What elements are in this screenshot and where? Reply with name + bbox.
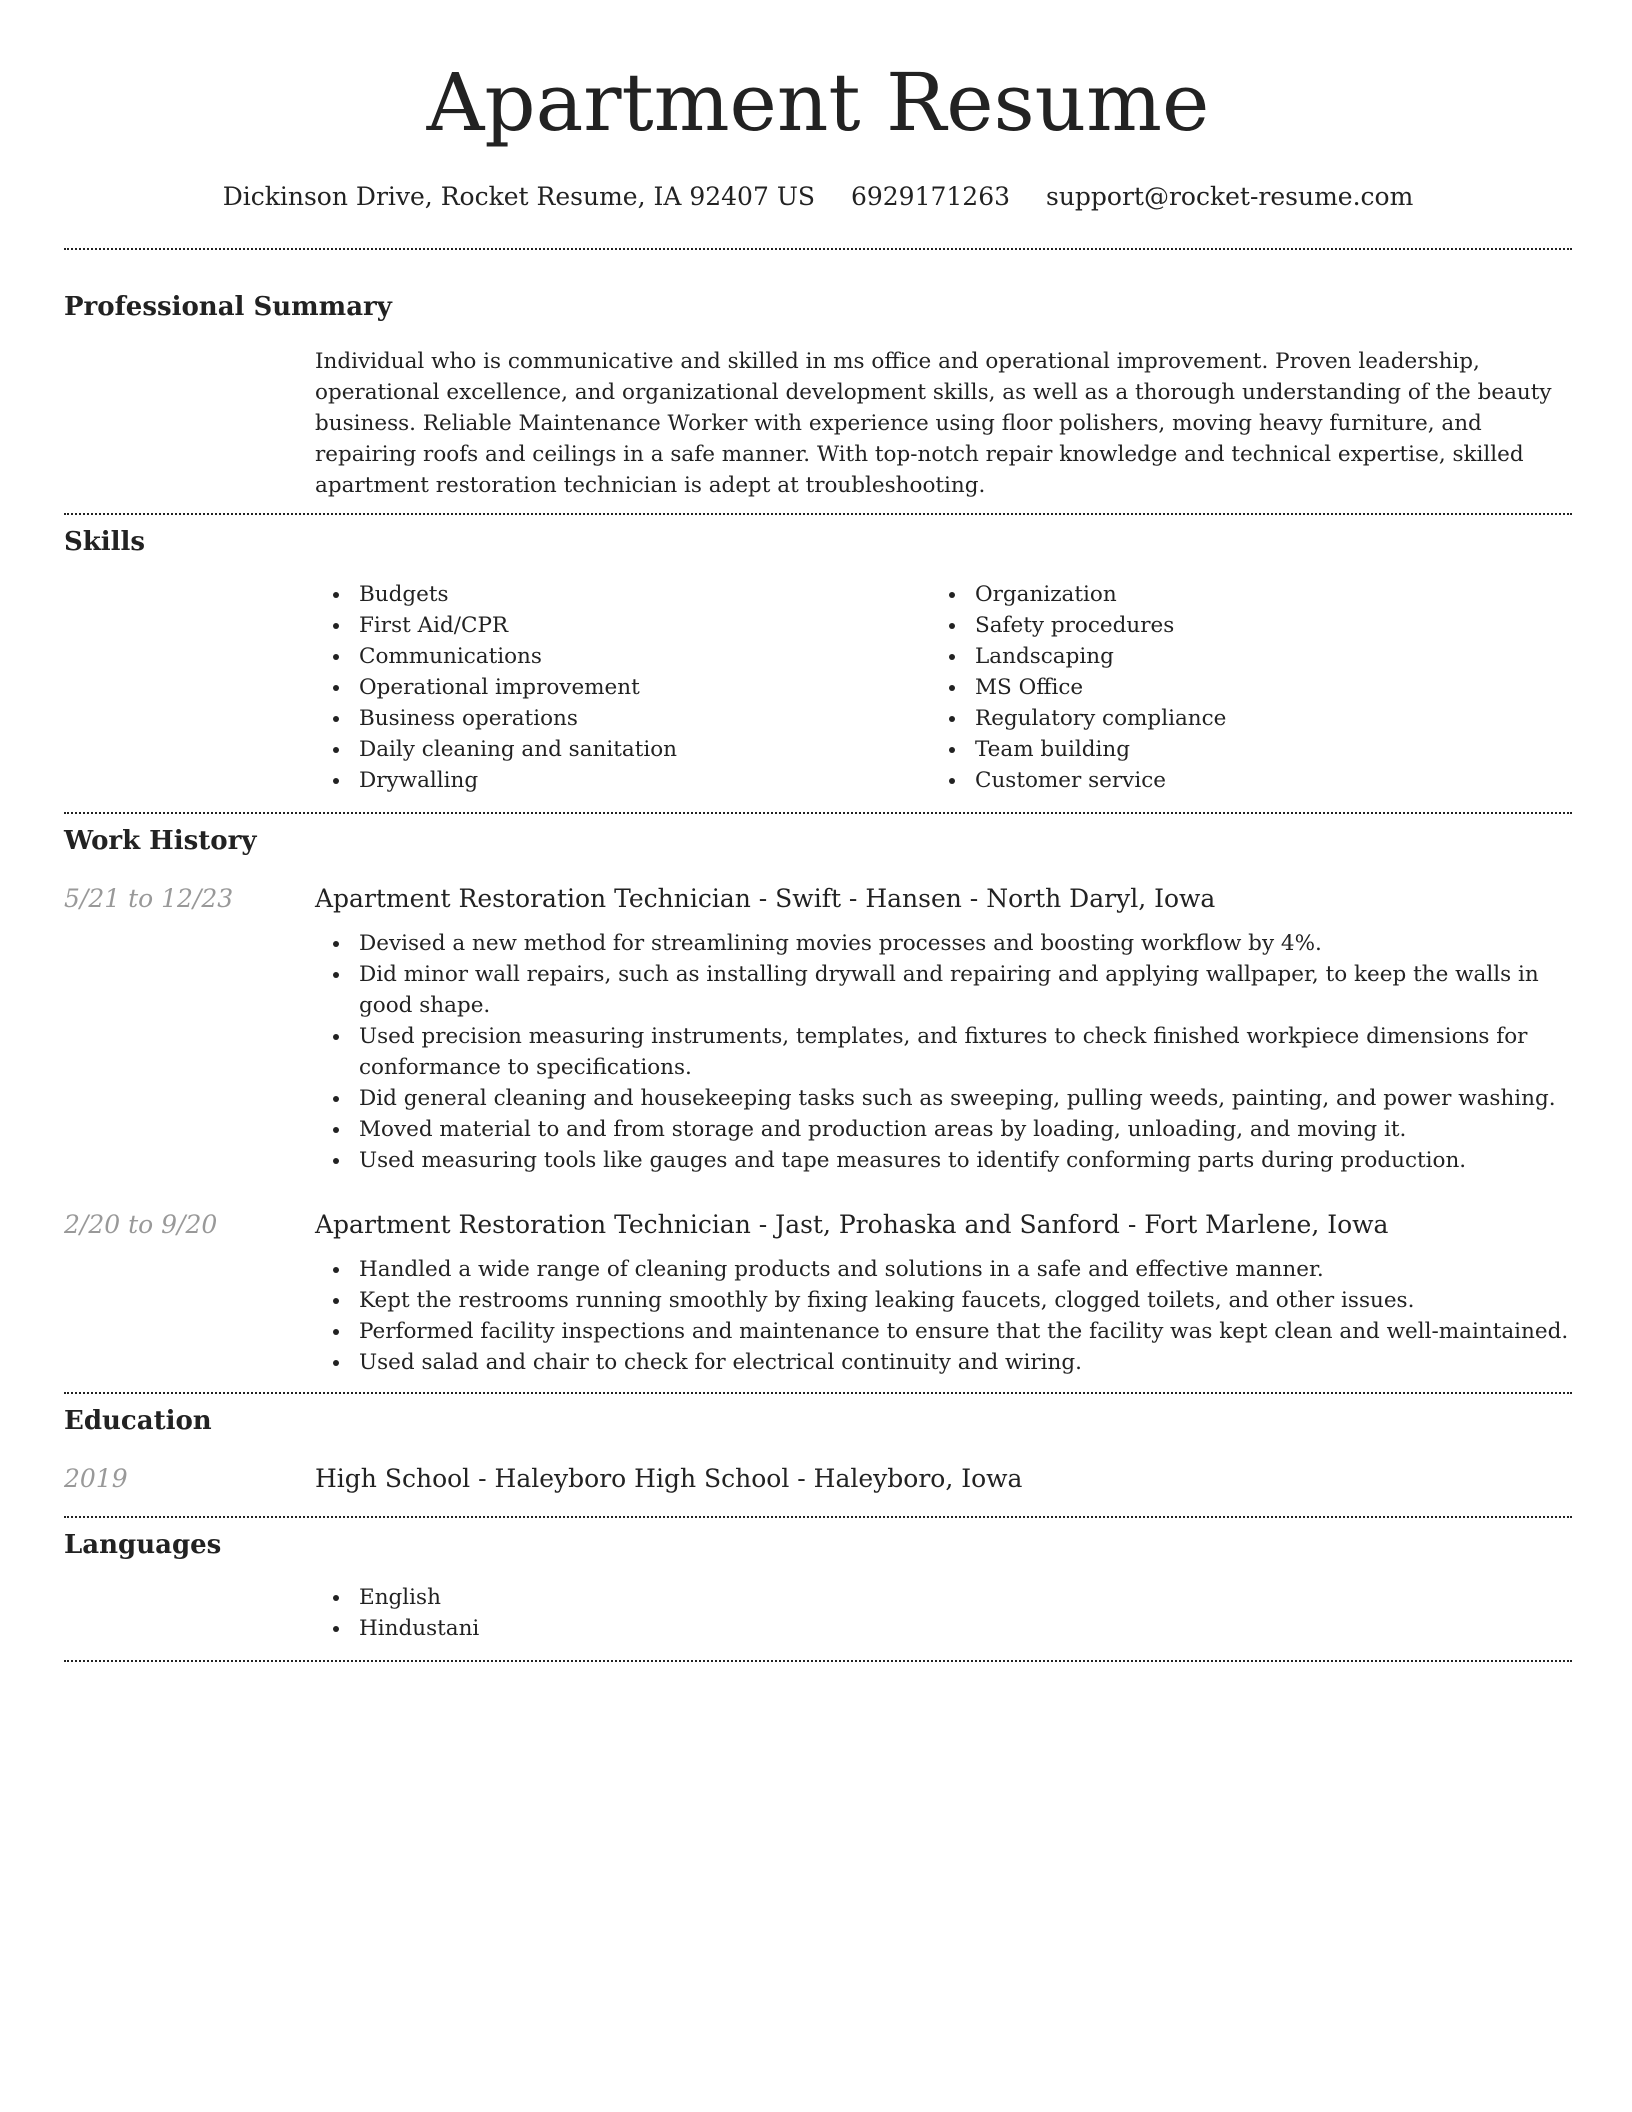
job-bullet: Used salad and chair to check for electrical continuity and wiring. bbox=[359, 1347, 1572, 1378]
summary-content bbox=[315, 346, 1572, 501]
languages-content bbox=[315, 1582, 1572, 1644]
contact-line bbox=[64, 180, 1572, 214]
skill-item: Safety procedures bbox=[975, 610, 1547, 641]
job-title: Apartment Restoration Technician - Jast, Prohaska and Sanford - Fort Marlene, Iowa bbox=[315, 1210, 1389, 1239]
work-section bbox=[64, 814, 1572, 1392]
skills-column-right bbox=[931, 579, 1547, 796]
contact-phone: 6929171263 bbox=[850, 182, 1011, 211]
skill-item: Landscaping bbox=[975, 641, 1547, 672]
language-item: Hindustani bbox=[359, 1613, 1572, 1644]
resume-page bbox=[64, 0, 1572, 1662]
job-bullet: Moved material to and from storage and production areas by loading, unloading, and moving it. bbox=[359, 1114, 1572, 1145]
languages-section bbox=[64, 1518, 1572, 1660]
job-bullet: Did minor wall repairs, such as installing drywall and repairing and applying wallpaper, to keep the walls in good shape. bbox=[359, 959, 1572, 1021]
skills-column-left bbox=[315, 579, 931, 796]
skill-item: Organization bbox=[975, 579, 1547, 610]
contact-address: Dickinson Drive, Rocket Resume, IA 92407 US bbox=[222, 182, 816, 211]
education-title-line: High School - Haleyboro High School - Haleyboro, Iowa bbox=[315, 1464, 1023, 1493]
contact-email: support@rocket-resume.com bbox=[1045, 182, 1414, 211]
languages-title: Languages bbox=[64, 1530, 222, 1560]
work-title: Work History bbox=[64, 826, 257, 856]
job-bullet: Devised a new method for streamlining movies processes and boosting workflow by 4%. bbox=[359, 928, 1572, 959]
skill-item: Team building bbox=[975, 734, 1547, 765]
job-dates: 2/20 to 9/20 bbox=[64, 1210, 218, 1239]
skills-list-right bbox=[931, 579, 1547, 796]
skill-item: Budgets bbox=[359, 579, 931, 610]
job-bullet: Used measuring tools like gauges and tape measures to identify conforming parts during production. bbox=[359, 1145, 1572, 1176]
job-bullet-list bbox=[315, 1254, 1572, 1378]
education-title: Education bbox=[64, 1406, 212, 1436]
job-bullet-list bbox=[315, 928, 1572, 1176]
summary-title: Professional Summary bbox=[64, 292, 392, 322]
resume-name: Apartment Resume bbox=[426, 56, 1210, 149]
skill-item: Communications bbox=[359, 641, 931, 672]
job-bullets bbox=[315, 1254, 1572, 1378]
skill-item: Customer service bbox=[975, 765, 1547, 796]
resume-header bbox=[64, 0, 1572, 214]
skill-item: Operational improvement bbox=[359, 672, 931, 703]
skill-item: Daily cleaning and sanitation bbox=[359, 734, 931, 765]
languages-list bbox=[315, 1582, 1572, 1644]
summary-text: Individual who is communicative and skilled in ms office and operational improvement. Proven leadership, operational excellence, and organizational development skills, as well as a thorough understanding of the beauty business. Reliable Maintenance Worker with experience using floor polishers, moving heavy furniture, and repairing roofs and ceilings in a safe manner. With top-notch repair knowledge and technical expertise, skilled apartment restoration technician is adept at troubleshooting. bbox=[315, 349, 1552, 498]
job-bullet: Used precision measuring instruments, templates, and fixtures to check finished workpiece dimensions for conformance to specifications. bbox=[359, 1021, 1572, 1083]
job-title: Apartment Restoration Technician - Swift - Hansen - North Daryl, Iowa bbox=[315, 884, 1216, 913]
job-bullets bbox=[315, 928, 1572, 1176]
education-date: 2019 bbox=[64, 1464, 128, 1493]
skills-grid bbox=[315, 579, 1572, 796]
skill-item: Drywalling bbox=[359, 765, 931, 796]
job-bullet: Kept the restrooms running smoothly by fixing leaking faucets, clogged toilets, and other issues. bbox=[359, 1285, 1572, 1316]
job-entry bbox=[64, 882, 1572, 1176]
skill-item: MS Office bbox=[975, 672, 1547, 703]
skills-title: Skills bbox=[64, 527, 146, 557]
education-entry bbox=[64, 1462, 1572, 1496]
summary-section bbox=[64, 250, 1572, 513]
skills-list-left bbox=[315, 579, 931, 796]
section-divider bbox=[64, 1660, 1572, 1662]
skills-section bbox=[64, 515, 1572, 812]
job-entry bbox=[64, 1208, 1572, 1378]
job-bullet: Did general cleaning and housekeeping tasks such as sweeping, pulling weeds, painting, and power washing. bbox=[359, 1083, 1572, 1114]
job-bullet: Performed facility inspections and maintenance to ensure that the facility was kept clean and well-maintained. bbox=[359, 1316, 1572, 1347]
job-dates: 5/21 to 12/23 bbox=[64, 884, 234, 913]
skill-item: Regulatory compliance bbox=[975, 703, 1547, 734]
skill-item: First Aid/CPR bbox=[359, 610, 931, 641]
job-bullet: Handled a wide range of cleaning products and solutions in a safe and effective manner. bbox=[359, 1254, 1572, 1285]
skill-item: Business operations bbox=[359, 703, 931, 734]
language-item: English bbox=[359, 1582, 1572, 1613]
education-section bbox=[64, 1394, 1572, 1516]
